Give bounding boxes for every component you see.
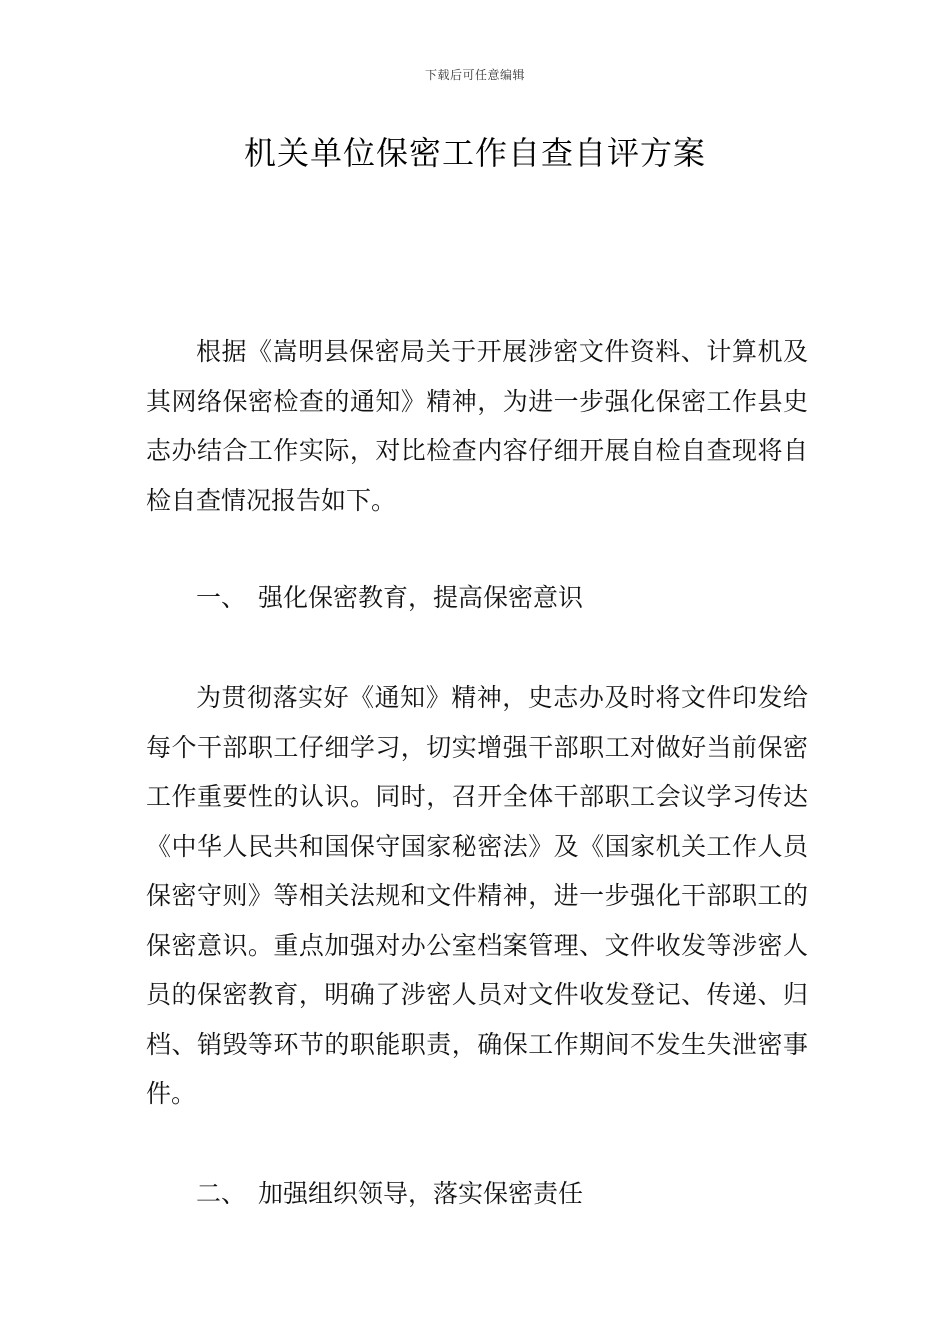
section-heading-1: [196, 578, 583, 618]
section-title: 加强组织领导，落实保密责任: [258, 1179, 584, 1208]
section-heading-2: [196, 1174, 583, 1214]
paragraph-intro: 根据《嵩明县保密局关于开展涉密文件资料、计算机及其网络保密检查的通知》精神，为进一步强化保密工作县史志办结合工作实际，对比检查内容仔细开展自检自查现将自检自查情况报告如下。: [146, 337, 808, 515]
section-number: 二、: [196, 1179, 247, 1208]
document-title: 机关单位保密工作自查自评方案: [243, 134, 706, 172]
header-note: 下载后可任意编辑: [424, 68, 525, 82]
section-title: 强化保密教育，提高保密意识: [258, 583, 584, 612]
paragraph-education: 为贯彻落实好《通知》精神，史志办及时将文件印发给每个干部职工仔细学习，切实增强干部职工对做好当前保密工作重要性的认识。同时，召开全体干部职工会议学习传达《中华人民共和国保守国家秘密法》及《国家机关工作人员保密守则》等相关法规和文件精神，进一步强化干部职工的保密意识。重点加强对办公室档案管理、文件收发等涉密人员的保密教育，明确了涉密人员对文件收发登记、传递、归档、销毁等环节的职能职责，确保工作期间不发生失泄密事件。: [146, 683, 808, 1108]
section-number: 一、: [196, 583, 247, 612]
